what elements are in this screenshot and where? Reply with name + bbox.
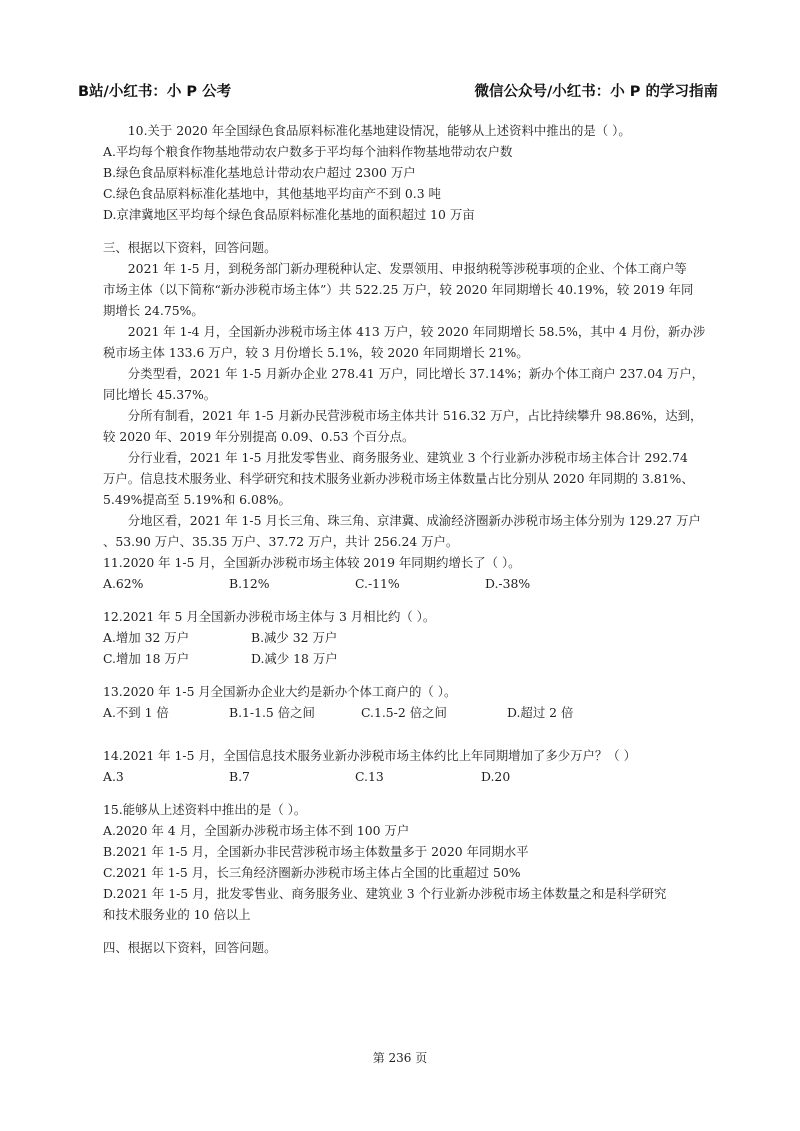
question-11-option-a: A.62% <box>103 576 144 591</box>
question-15-option-b: B.2021 年 1-5 月，全国新办非民营涉税市场主体数量多于 2020 年同期水平 <box>103 844 529 859</box>
question-15 <box>103 799 701 925</box>
material-paragraph-3-line-2: 同比增长 45.37%。 <box>103 387 217 402</box>
question-10-option-a: A.平均每个粮食作物基地带动农户数多于平均每个油料作物基地带动农户数 <box>103 144 513 159</box>
material-paragraph-6-line-2: 、53.90 万户、35.35 万户、37.72 万户，共计 256.24 万户。 <box>103 534 459 549</box>
question-12-options-row-2 <box>103 648 701 669</box>
question-11-option-c: C.-11% <box>355 576 400 591</box>
material-paragraph-5-line-3: 5.49%提高至 5.19%和 6.08%。 <box>103 492 291 507</box>
question-13-option-d: D.超过 2 倍 <box>507 705 574 720</box>
question-10-option-b: B.绿色食品原料标准化基地总计带动农户超过 2300 万户 <box>103 165 416 180</box>
question-15-option-d-line-1: D.2021 年 1-5 月，批发零售业、商务服务业、建筑业 3 个行业新办涉税市场主体数量之和是科学研究 <box>103 886 667 901</box>
question-14 <box>103 745 701 787</box>
header-right-text: 微信公众号/小红书：小 P 的学习指南 <box>474 84 718 100</box>
question-15-option-c: C.2021 年 1-5 月，长三角经济圈新办涉税市场主体占全国的比重超过 50% <box>103 865 521 880</box>
question-14-option-d: D.20 <box>481 769 511 784</box>
question-11-option-b: B.12% <box>229 576 270 591</box>
question-13-option-b: B.1-1.5 倍之间 <box>229 705 315 720</box>
question-13-stem: 13.2020 年 1-5 月全国新办企业大约是新办个体工商户的（ ）。 <box>103 684 457 699</box>
question-15-option-a: A.2020 年 4 月，全国新办涉税市场主体不到 100 万户 <box>103 823 410 838</box>
material-paragraph-5-line-2: 万户。信息技术服务业、科学研究和技术服务业新办涉税市场主体数量占比分别从 2020 年同期的 3.81%、 <box>103 471 694 486</box>
material-paragraph-1-line-2: 市场主体（以下简称“新办涉税市场主体”）共 522.25 万户，较 2020 年同期增长 40.19%，较 2019 年同 <box>103 282 694 297</box>
material-paragraph-1-line-3: 期增长 24.75%。 <box>103 303 204 318</box>
question-12-option-c: C.增加 18 万户 <box>103 651 190 666</box>
material-paragraph-4-line-1: 分所有制看，2021 年 1-5 月新办民营涉税市场主体共计 516.32 万户，占比持续攀升 98.86%，达到， <box>127 408 703 423</box>
question-13-options <box>103 702 701 723</box>
question-14-options <box>103 766 701 787</box>
question-10-option-d: D.京津冀地区平均每个绿色食品原料标准化基地的面积超过 10 万亩 <box>103 207 475 222</box>
question-11-stem: 11.2020 年 1-5 月，全国新办涉税市场主体较 2019 年同期约增长了（ ）。 <box>103 555 521 570</box>
material-paragraph-6-line-1: 分地区看，2021 年 1-5 月长三角、珠三角、京津冀、成渝经济圈新办涉税市场主体分别为 129.27 万户 <box>127 513 701 528</box>
section-3-title: 三、根据以下资料，回答问题。 <box>103 240 277 255</box>
material-paragraph-3-line-1: 分类型看，2021 年 1-5 月新办企业 278.41 万户，同比增长 37.14%；新办个体工商户 237.04 万户， <box>127 366 705 381</box>
question-11-option-d: D.-38% <box>485 576 531 591</box>
question-12-option-d: D.减少 18 万户 <box>251 651 338 666</box>
question-12-option-a: A.增加 32 万户 <box>103 630 190 645</box>
material-paragraph-4-line-2: 较 2020 年、2019 年分别提高 0.09、0.53 个百分点。 <box>103 429 415 444</box>
question-12-option-b: B.减少 32 万户 <box>251 630 338 645</box>
section-4-title: 四、根据以下资料，回答问题。 <box>103 940 277 955</box>
question-10-option-c: C.绿色食品原料标准化基地中，其他基地平均亩产不到 0.3 吨 <box>103 186 441 201</box>
question-14-option-c: C.13 <box>355 769 384 784</box>
page-number: 第 236 页 <box>372 1051 428 1065</box>
section-3-material <box>103 258 706 552</box>
material-paragraph-2-line-2: 税市场主体 133.6 万户，较 3 月份增长 5.1%，较 2020 年同期增长 21%。 <box>103 345 529 360</box>
material-paragraph-1-line-1: 2021 年 1-5 月，到税务部门新办理税种认定、发票领用、申报纳税等涉税事项的企业、个体工商户等 <box>127 261 687 276</box>
question-15-stem: 15.能够从上述资料中推出的是（ ）。 <box>103 802 307 817</box>
header-left-text: B站/小红书：小 P 公考 <box>78 84 232 100</box>
question-13 <box>103 681 701 723</box>
question-15-option-d-line-2: 和技术服务业的 10 倍以上 <box>103 907 251 922</box>
question-12-stem: 12.2021 年 5 月全国新办涉税市场主体与 3 月相比约（ ）。 <box>103 609 436 624</box>
question-11 <box>103 552 701 594</box>
question-10-stem: 10.关于 2020 年全国绿色食品原料标准化基地建设情况，能够从上述资料中推出的是（ ）。 <box>127 123 631 138</box>
question-13-option-c: C.1.5-2 倍之间 <box>361 705 447 720</box>
material-paragraph-5-line-1: 分行业看，2021 年 1-5 月批发零售业、商务服务业、建筑业 3 个行业新办涉税市场主体合计 292.74 <box>127 450 688 465</box>
page-content <box>103 120 706 958</box>
question-10 <box>103 120 701 225</box>
page-header <box>78 80 718 101</box>
question-13-option-a: A.不到 1 倍 <box>103 705 169 720</box>
question-14-option-b: B.7 <box>229 769 250 784</box>
question-14-option-a: A.3 <box>103 769 124 784</box>
question-12 <box>103 606 701 669</box>
question-11-options <box>103 573 701 594</box>
question-12-options-row-1 <box>103 627 701 648</box>
question-14-stem: 14.2021 年 1-5 月，全国信息技术服务业新办涉税市场主体约比上年同期增加了多少万户？（ ） <box>103 748 637 763</box>
material-paragraph-2-line-1: 2021 年 1-4 月，全国新办涉税市场主体 413 万户，较 2020 年同期增长 58.5%，其中 4 月份，新办涉 <box>127 324 706 339</box>
